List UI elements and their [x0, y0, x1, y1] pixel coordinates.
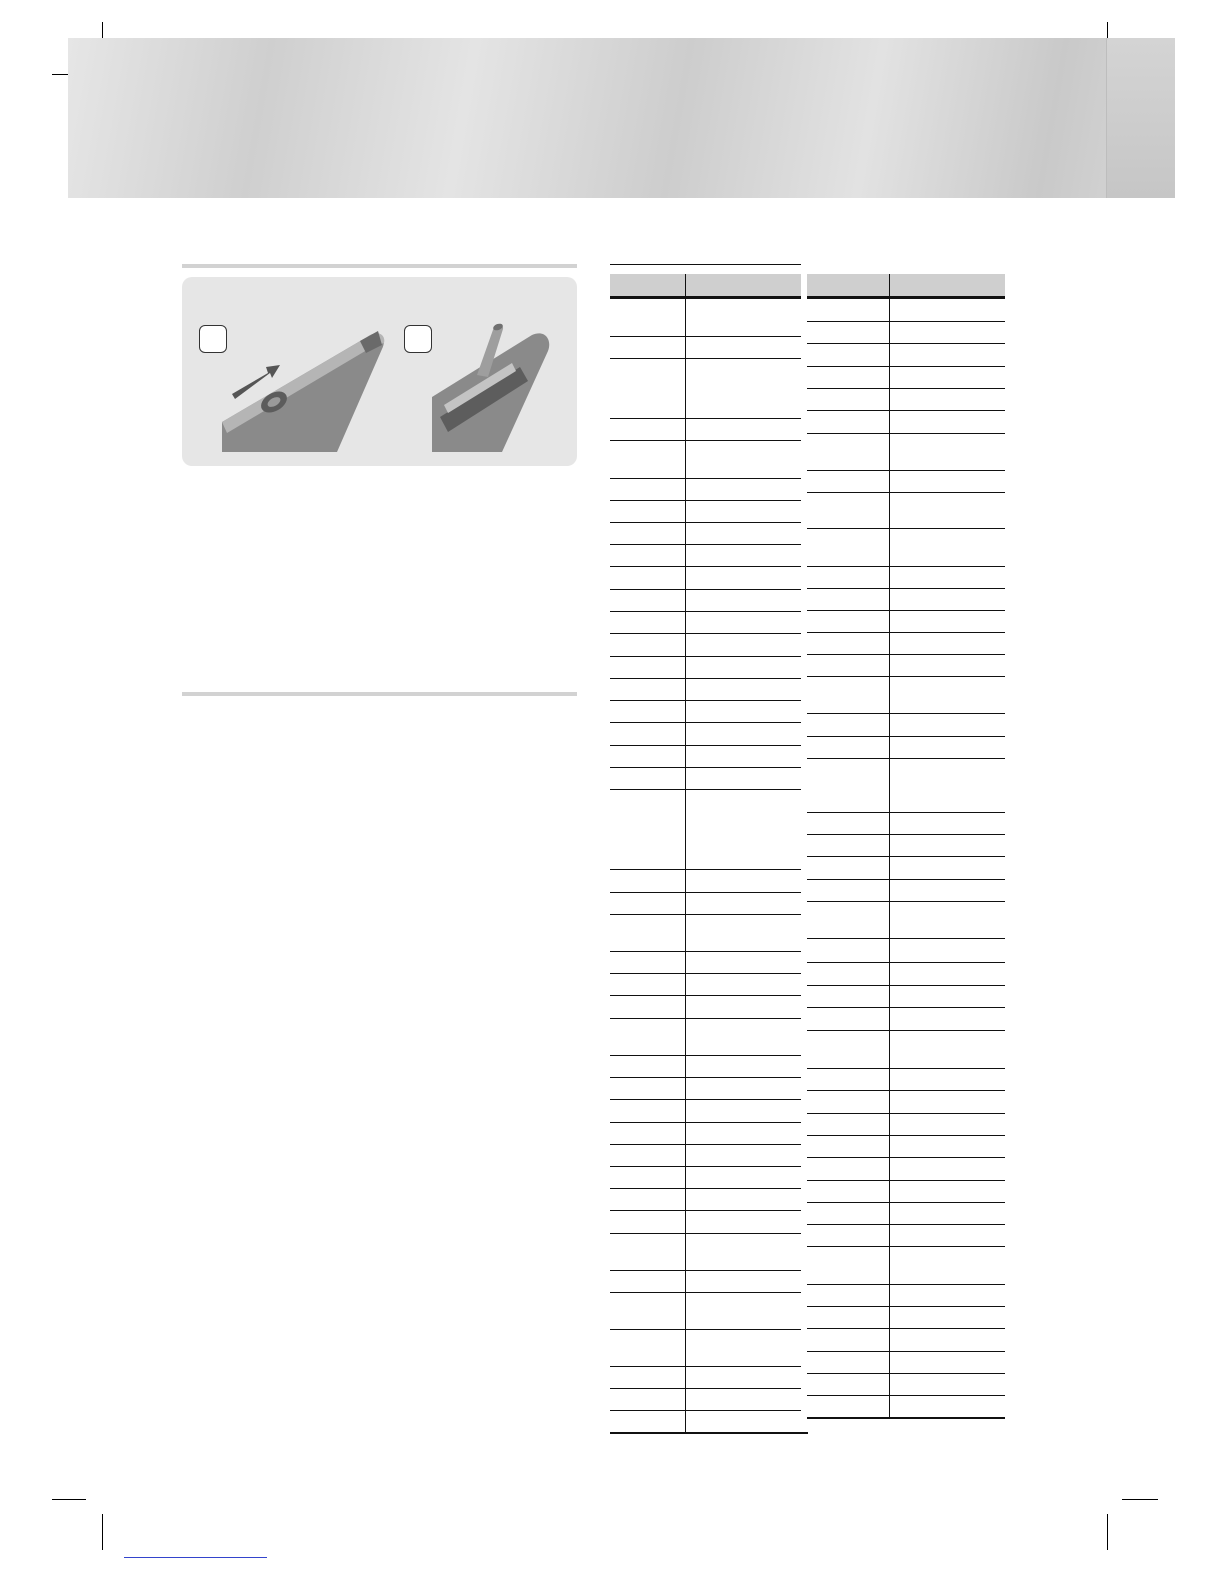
table-right-row-rule: [807, 856, 1005, 857]
table-left-row-rule: [610, 566, 801, 567]
table-right-row-rule: [807, 758, 1005, 759]
table-right-row-rule: [807, 528, 1005, 529]
table-left-row-rule: [610, 722, 801, 723]
table-left-row-rule: [610, 1410, 801, 1411]
table-left-row-rule: [610, 1292, 801, 1293]
table-left-row-rule: [610, 1166, 801, 1167]
table-left-row-rule: [610, 678, 801, 679]
table-left-row-rule: [610, 1144, 801, 1145]
table-right-header: [807, 274, 1005, 296]
table-left-row-rule: [610, 500, 801, 501]
table-left-row-rule: [610, 1188, 801, 1189]
battery-figure-panel: [182, 277, 577, 466]
table-right-row-rule: [807, 1113, 1005, 1114]
table-right-row-rule: [807, 1224, 1005, 1225]
footer-link-underline[interactable]: [124, 1557, 267, 1558]
table-right-row-rule: [807, 812, 1005, 813]
table-right-row-rule: [807, 736, 1005, 737]
table-left-row-rule: [610, 440, 801, 441]
table-left-row-rule: [610, 633, 801, 634]
table-right-row-rule: [807, 1395, 1005, 1396]
table-right-row-rule: [807, 1328, 1005, 1329]
table-left-row-rule: [610, 1077, 801, 1078]
table-right-row-rule: [807, 588, 1005, 589]
table-right-row-rule: [807, 938, 1005, 939]
table-right-row-rule: [807, 654, 1005, 655]
table-right-row-rule: [807, 879, 1005, 880]
table-right-row-rule: [807, 1246, 1005, 1247]
header-side-tab: [1106, 38, 1175, 198]
table-right-row-rule: [807, 388, 1005, 389]
table-right-row-rule: [807, 410, 1005, 411]
table-left-row-rule: [610, 869, 801, 870]
table-right-row-rule: [807, 676, 1005, 677]
table-right-row-rule: [807, 1090, 1005, 1091]
table-left-row-rule: [610, 589, 801, 590]
table-left-row-rule: [610, 951, 801, 952]
table-left-row-rule: [610, 745, 801, 746]
table-left-row-rule: [610, 611, 801, 612]
remote-cover-illustration: [182, 277, 577, 466]
table-right-bottom-rule: [807, 1417, 1005, 1419]
table-right-row-rule: [807, 366, 1005, 367]
table-left-row-rule: [610, 1122, 801, 1123]
table-left-top-rule: [610, 264, 801, 265]
table-left-row-rule: [610, 1055, 801, 1056]
table-right-row-rule: [807, 492, 1005, 493]
table-right-row-rule: [807, 1351, 1005, 1352]
table-left-row-rule: [610, 1233, 801, 1234]
table-left-row-rule: [610, 973, 801, 974]
table-left-bottom-rule: [610, 1432, 808, 1434]
table-right-row-rule: [807, 321, 1005, 322]
table-left-row-rule: [610, 995, 801, 996]
table-left-row-rule: [610, 892, 801, 893]
table-left-row-rule: [610, 522, 801, 523]
crop-mark: [1107, 1514, 1108, 1550]
table-left-row-rule: [610, 1366, 801, 1367]
table-left-row-rule: [610, 914, 801, 915]
section-divider-bottom: [182, 692, 577, 696]
table-right-row-rule: [807, 985, 1005, 986]
table-right-row-rule: [807, 901, 1005, 902]
table-left-row-rule: [610, 767, 801, 768]
table-left-header: [610, 274, 801, 296]
table-left-row-rule: [610, 700, 801, 701]
table-left-row-rule: [610, 418, 801, 419]
table-left-row-rule: [610, 1329, 801, 1330]
header-banner: [68, 38, 1174, 198]
table-left-row-rule: [610, 1388, 801, 1389]
table-right-row-rule: [807, 343, 1005, 344]
table-right-row-rule: [807, 1284, 1005, 1285]
table-right-row-rule: [807, 1030, 1005, 1031]
table-right-row-rule: [807, 1306, 1005, 1307]
table-left-column-divider: [685, 274, 686, 1432]
crop-mark: [102, 1514, 103, 1550]
table-left-row-rule: [610, 1210, 801, 1211]
table-right-row-rule: [807, 566, 1005, 567]
section-divider-top: [182, 264, 577, 268]
crop-mark: [1122, 1499, 1158, 1500]
table-right-row-rule: [807, 1180, 1005, 1181]
crop-mark: [52, 1499, 86, 1500]
table-right-row-rule: [807, 1007, 1005, 1008]
table-left-row-rule: [610, 789, 801, 790]
table-right-row-rule: [807, 1068, 1005, 1069]
table-left-row-rule: [610, 478, 801, 479]
table-right-row-rule: [807, 1202, 1005, 1203]
table-right-row-rule: [807, 834, 1005, 835]
table-right-row-rule: [807, 470, 1005, 471]
table-right-row-rule: [807, 632, 1005, 633]
table-right-row-rule: [807, 713, 1005, 714]
table-right-row-rule: [807, 433, 1005, 434]
table-right-row-rule: [807, 1373, 1005, 1374]
table-left-row-rule: [610, 358, 801, 359]
table-right-row-rule: [807, 1157, 1005, 1158]
table-left-row-rule: [610, 1270, 801, 1271]
table-right-row-rule: [807, 298, 1005, 299]
table-right-row-rule: [807, 962, 1005, 963]
table-left-row-rule: [610, 1099, 801, 1100]
table-left-row-rule: [610, 336, 801, 337]
table-left-row-rule: [610, 1018, 801, 1019]
table-right-row-rule: [807, 610, 1005, 611]
table-right-row-rule: [807, 1135, 1005, 1136]
table-left-row-rule: [610, 298, 801, 299]
table-left-row-rule: [610, 656, 801, 657]
table-left-row-rule: [610, 544, 801, 545]
